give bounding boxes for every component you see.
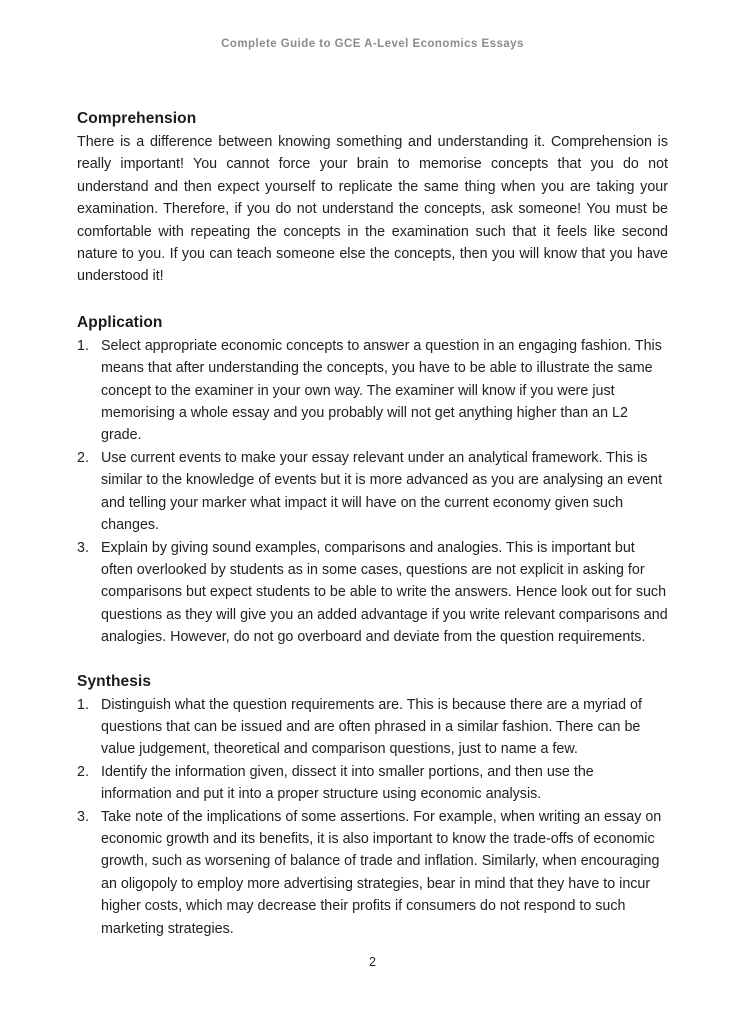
- list-item-number: 1.: [77, 696, 89, 713]
- list-item-text: Take note of the implications of some assertions. For example, when writing an essay on economic growth and its benefits, it is also important to know the trade-offs of economic growth, such as worsening of balance of trade and inflation. Similarly, when encouraging an oligopoly to employ more advertising strategies, bear in mind that they have to incur higher costs, which may decrease their profits if consumers do not respond to such marketing strategies.: [101, 808, 662, 937]
- list-item-number: 3.: [77, 808, 89, 825]
- list-item-text: Use current events to make your essay relevant under an analytical framework. This is similar to the knowledge of events but it is more advanced as you are analysing an event and telling your marker what impact it will have on the current economy given such changes.: [101, 449, 663, 534]
- section-comprehension: [77, 110, 668, 288]
- list-item-number: 1.: [77, 337, 89, 354]
- application-list: [77, 335, 668, 649]
- list-item-text: Identify the information given, dissect it into smaller portions, and then use the information and put it into a proper structure using economic analysis.: [101, 763, 594, 803]
- page-number: 2: [369, 955, 376, 969]
- list-item-text: Distinguish what the question requirements are. This is because there are a myriad of questions that can be issued and are often phrased in a similar fashion. There can be value judgement, theoretical and comparison questions, just to name a few.: [101, 696, 642, 758]
- section-paragraph-comprehension: There is a difference between knowing something and understanding it. Comprehension is really important! You cannot force your brain to memorise concepts that you do not understand and then expect yourself to replicate the same thing when you are taking your examination. Therefore, if you do not understand the concepts, ask someone! You must be comfortable with repeating the concepts in the examination such that it feels like second nature to you. If you can teach someone else the concepts, then you will know that you have understood it!: [77, 134, 668, 285]
- list-item: [77, 694, 668, 761]
- synthesis-list: [77, 694, 668, 940]
- list-item-text: Select appropriate economic concepts to answer a question in an engaging fashion. This means that after understanding the concepts, you have to be able to illustrate the same concept to the examiner in your own way. The examiner will know if you were just memorising a whole essay and you probably will not get anything higher than an L2 grade.: [101, 337, 662, 444]
- section-synthesis: [77, 673, 668, 940]
- list-item: [77, 447, 668, 537]
- list-item: [77, 537, 668, 649]
- list-item: [77, 335, 668, 447]
- list-item: [77, 806, 668, 940]
- section-heading-application: Application: [77, 313, 163, 331]
- list-item: [77, 761, 668, 806]
- running-head: Complete Guide to GCE A-Level Economics Essays: [221, 38, 524, 50]
- page-content: [77, 110, 668, 940]
- list-item-text: Explain by giving sound examples, comparisons and analogies. This is important but often overlooked by students as in some cases, questions are not explicit in asking for comparisons but expect students to be able to write the answers. Hence look out for such questions as they will give you an added advantage if you write relevant comparisons and analogies. However, do not go overboard and deviate from the question requirements.: [101, 539, 668, 646]
- list-item-number: 3.: [77, 539, 89, 556]
- section-heading-synthesis: Synthesis: [77, 672, 152, 690]
- section-heading-comprehension: Comprehension: [77, 110, 197, 127]
- list-item-number: 2.: [77, 449, 89, 466]
- section-application: [77, 314, 668, 649]
- list-item-number: 2.: [77, 763, 89, 780]
